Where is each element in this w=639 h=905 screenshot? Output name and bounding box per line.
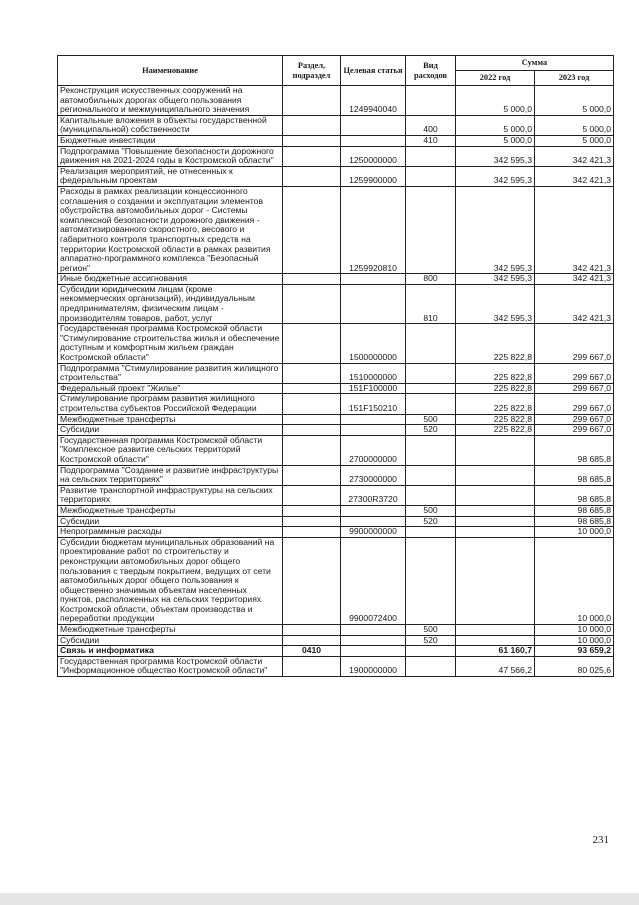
cell-2022 — [456, 625, 535, 636]
cell-2022 — [456, 435, 535, 465]
cell-section — [283, 324, 341, 363]
cell-target: 9900000000 — [341, 527, 406, 538]
table-row — [58, 135, 614, 146]
cell-type — [406, 86, 456, 116]
table-row — [58, 284, 614, 323]
table-row — [58, 527, 614, 538]
cell-2023: 98 685,8 — [535, 485, 614, 505]
cell-2022 — [456, 527, 535, 538]
cell-section — [283, 135, 341, 146]
cell-2022 — [456, 635, 535, 646]
header-name: Наименование — [58, 56, 283, 86]
cell-target: 1500000000 — [341, 324, 406, 363]
cell-target — [341, 274, 406, 285]
header-sum: Сумма — [456, 56, 614, 71]
cell-name: Субсидии — [58, 635, 283, 646]
budget-table — [57, 55, 614, 677]
cell-target — [341, 284, 406, 323]
cell-2023: 299 667,0 — [535, 363, 614, 383]
table-row — [58, 414, 614, 425]
cell-2023: 10 000,0 — [535, 635, 614, 646]
cell-type — [406, 656, 456, 676]
cell-type: 800 — [406, 274, 456, 285]
cell-2023: 98 685,8 — [535, 435, 614, 465]
cell-target — [341, 115, 406, 135]
cell-section — [283, 166, 341, 186]
scan-bottom-strip — [0, 893, 639, 905]
cell-2023: 299 667,0 — [535, 383, 614, 394]
table-row — [58, 394, 614, 414]
header-year-2023: 2023 год — [535, 71, 614, 86]
cell-type — [406, 363, 456, 383]
table-row — [58, 635, 614, 646]
cell-2022: 342 595,3 — [456, 166, 535, 186]
cell-name: Расходы в рамках реализации концессионного соглашения о создании и эксплуатации элементов обустройства автомобильных дорог - Системы комплексной безопасности дорожного движения - автоматизированного скоростного, весового и габаритного контроля транспортных средств на территории Костромской области в рамках развития аппаратно-программного комплекса "Безопасный регион" — [58, 186, 283, 273]
header-section: Раздел, подраздел — [283, 56, 341, 86]
cell-type: 400 — [406, 115, 456, 135]
cell-section — [283, 414, 341, 425]
cell-2023: 5 000,0 — [535, 115, 614, 135]
cell-2022 — [456, 516, 535, 527]
page-number: 231 — [592, 834, 609, 846]
cell-name: Бюджетные инвестиции — [58, 135, 283, 146]
cell-target — [341, 635, 406, 646]
cell-2022: 342 595,3 — [456, 146, 535, 166]
cell-2022: 225 822,8 — [456, 425, 535, 436]
cell-target — [341, 414, 406, 425]
cell-2022: 5 000,0 — [456, 86, 535, 116]
cell-2023: 80 025,6 — [535, 656, 614, 676]
cell-2023: 98 685,8 — [535, 465, 614, 485]
cell-2023: 342 421,3 — [535, 284, 614, 323]
cell-2022: 5 000,0 — [456, 115, 535, 135]
cell-2023: 342 421,3 — [535, 274, 614, 285]
cell-section — [283, 516, 341, 527]
cell-name: Связь и информатика — [58, 646, 283, 657]
cell-type — [406, 324, 456, 363]
cell-name: Непрограммные расходы — [58, 527, 283, 538]
table-body — [58, 86, 614, 677]
cell-target: 1900000000 — [341, 656, 406, 676]
cell-name: Иные бюджетные ассигнования — [58, 274, 283, 285]
cell-target — [341, 625, 406, 636]
cell-2022: 5 000,0 — [456, 135, 535, 146]
cell-name: Развитие транспортной инфраструктуры на сельских территориях — [58, 485, 283, 505]
table-row — [58, 625, 614, 636]
cell-2022 — [456, 485, 535, 505]
cell-section — [283, 383, 341, 394]
cell-name: Подпрограмма "Создание и развитие инфраструктуры на сельских территориях" — [58, 465, 283, 485]
cell-2023: 5 000,0 — [535, 135, 614, 146]
cell-type: 520 — [406, 635, 456, 646]
cell-2023: 10 000,0 — [535, 527, 614, 538]
table-row — [58, 505, 614, 516]
cell-section — [283, 394, 341, 414]
cell-2022 — [456, 505, 535, 516]
table-row — [58, 146, 614, 166]
table-row — [58, 324, 614, 363]
table-row — [58, 485, 614, 505]
cell-2023: 5 000,0 — [535, 86, 614, 116]
cell-type: 520 — [406, 516, 456, 527]
cell-type — [406, 537, 456, 624]
table-row — [58, 186, 614, 273]
cell-name: Межбюджетные трансферты — [58, 625, 283, 636]
cell-section — [283, 465, 341, 485]
cell-type — [406, 465, 456, 485]
cell-name: Межбюджетные трансферты — [58, 414, 283, 425]
cell-section — [283, 363, 341, 383]
cell-name: Государственная программа Костромской области "Комплексное развитие сельских территорий Костромской области" — [58, 435, 283, 465]
cell-type — [406, 186, 456, 273]
cell-section — [283, 505, 341, 516]
cell-name: Стимулирование программ развития жилищного строительства субъектов Российской Федерации — [58, 394, 283, 414]
cell-2022: 225 822,8 — [456, 414, 535, 425]
table-row — [58, 274, 614, 285]
cell-target: 2730000000 — [341, 465, 406, 485]
cell-2022: 225 822,8 — [456, 363, 535, 383]
cell-target — [341, 425, 406, 436]
cell-2023: 299 667,0 — [535, 414, 614, 425]
cell-section — [283, 115, 341, 135]
cell-name: Субсидии — [58, 516, 283, 527]
cell-2022: 342 595,3 — [456, 186, 535, 273]
cell-target: 151F150210 — [341, 394, 406, 414]
cell-name: Капитальные вложения в объекты государственной (муниципальной) собственности — [58, 115, 283, 135]
cell-section — [283, 435, 341, 465]
cell-2023: 98 685,8 — [535, 505, 614, 516]
cell-name: Реализация мероприятий, не отнесенных к федеральным проектам — [58, 166, 283, 186]
cell-type: 500 — [406, 505, 456, 516]
cell-name: Федеральный проект "Жилье" — [58, 383, 283, 394]
cell-2023: 93 659,2 — [535, 646, 614, 657]
cell-target — [341, 516, 406, 527]
cell-target: 27300R3720 — [341, 485, 406, 505]
cell-target: 1249940040 — [341, 86, 406, 116]
cell-section — [283, 146, 341, 166]
cell-type — [406, 435, 456, 465]
cell-name: Субсидии юридическим лицам (кроме некоммерческих организаций), индивидуальным предпринимателям, физическим лицам - производителям товаров, работ, услуг — [58, 284, 283, 323]
cell-section — [283, 485, 341, 505]
cell-target: 1259920810 — [341, 186, 406, 273]
cell-section — [283, 537, 341, 624]
cell-type — [406, 527, 456, 538]
cell-name: Реконструкция искусственных сооружений на автомобильных дорогах общего пользования регионального и межмуниципального значения — [58, 86, 283, 116]
cell-type — [406, 646, 456, 657]
cell-2023: 299 667,0 — [535, 425, 614, 436]
table-row — [58, 537, 614, 624]
cell-type — [406, 394, 456, 414]
table-row — [58, 363, 614, 383]
cell-section — [283, 284, 341, 323]
cell-2023: 10 000,0 — [535, 625, 614, 636]
cell-2022: 342 595,3 — [456, 274, 535, 285]
cell-type: 520 — [406, 425, 456, 436]
cell-section — [283, 425, 341, 436]
cell-section — [283, 86, 341, 116]
cell-2023: 98 685,8 — [535, 516, 614, 527]
cell-section: 0410 — [283, 646, 341, 657]
cell-name: Межбюджетные трансферты — [58, 505, 283, 516]
cell-type: 410 — [406, 135, 456, 146]
header-type: Вид расходов — [406, 56, 456, 86]
table-row — [58, 383, 614, 394]
cell-section — [283, 656, 341, 676]
cell-2023: 299 667,0 — [535, 324, 614, 363]
table-row — [58, 435, 614, 465]
cell-section — [283, 625, 341, 636]
cell-target: 1250000000 — [341, 146, 406, 166]
cell-target — [341, 505, 406, 516]
cell-type: 500 — [406, 625, 456, 636]
cell-target: 9900072400 — [341, 537, 406, 624]
header-year-2022: 2022 год — [456, 71, 535, 86]
cell-type: 810 — [406, 284, 456, 323]
header-target: Целевая статья — [341, 56, 406, 86]
cell-name: Субсидии — [58, 425, 283, 436]
cell-name: Государственная программа Костромской области "Информационное общество Костромской области" — [58, 656, 283, 676]
cell-2022: 61 160,7 — [456, 646, 535, 657]
cell-name: Субсидии бюджетам муниципальных образований на проектирование работ по строительству и реконструкции автомобильных дорог общего пользования с твердым покрытием, ведущих от сети автомобильных дорог общего пользования к общественно значимым объектам населенных пунктов, расположенных на сельских территориях Костромской области, объектам производства и переработки продукции — [58, 537, 283, 624]
cell-section — [283, 274, 341, 285]
table-row — [58, 425, 614, 436]
cell-target: 1510000000 — [341, 363, 406, 383]
cell-type — [406, 383, 456, 394]
cell-2022: 225 822,8 — [456, 383, 535, 394]
cell-section — [283, 186, 341, 273]
cell-type — [406, 485, 456, 505]
cell-2022: 47 566,2 — [456, 656, 535, 676]
cell-2022: 225 822,8 — [456, 324, 535, 363]
cell-2023: 10 000,0 — [535, 537, 614, 624]
cell-type: 500 — [406, 414, 456, 425]
table-row — [58, 115, 614, 135]
cell-2023: 342 421,3 — [535, 166, 614, 186]
cell-name: Подпрограмма "Повышение безопасности дорожного движения на 2021-2024 годы в Костромской области" — [58, 146, 283, 166]
cell-section — [283, 527, 341, 538]
cell-target — [341, 646, 406, 657]
cell-2023: 299 667,0 — [535, 394, 614, 414]
cell-2023: 342 421,3 — [535, 146, 614, 166]
cell-target — [341, 135, 406, 146]
cell-type — [406, 146, 456, 166]
cell-target: 1259900000 — [341, 166, 406, 186]
cell-2022: 225 822,8 — [456, 394, 535, 414]
cell-2022 — [456, 537, 535, 624]
cell-name: Государственная программа Костромской области "Стимулирование строительства жилья и обеспечение доступным и комфортным жильем граждан Костромской области" — [58, 324, 283, 363]
cell-2022: 342 595,3 — [456, 284, 535, 323]
table-row — [58, 646, 614, 657]
table-row — [58, 166, 614, 186]
cell-name: Подпрограмма "Стимулирование развития жилищного строительства" — [58, 363, 283, 383]
cell-section — [283, 635, 341, 646]
cell-target: 151F100000 — [341, 383, 406, 394]
table-row — [58, 465, 614, 485]
table-row — [58, 516, 614, 527]
table-row — [58, 656, 614, 676]
cell-2022 — [456, 465, 535, 485]
cell-2023: 342 421,3 — [535, 186, 614, 273]
table-row — [58, 86, 614, 116]
cell-target: 2700000000 — [341, 435, 406, 465]
cell-type — [406, 166, 456, 186]
